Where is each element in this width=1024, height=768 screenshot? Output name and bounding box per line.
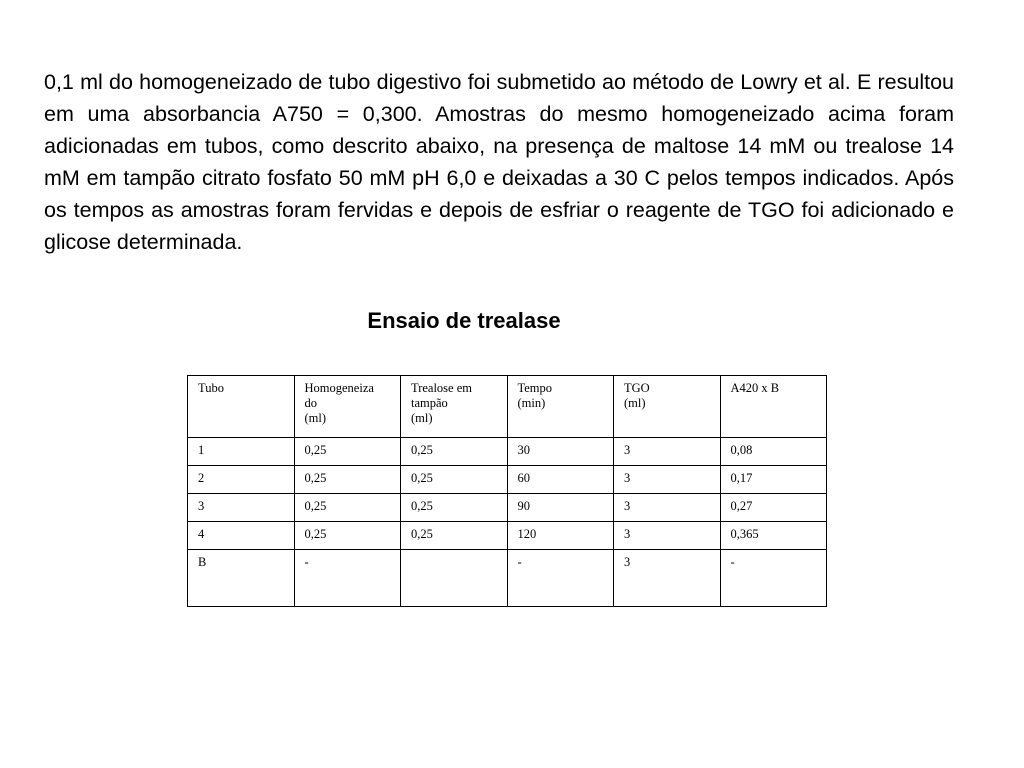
table-cell: 0,08 xyxy=(720,438,827,466)
table-cell: 0,25 xyxy=(401,438,508,466)
table-row xyxy=(188,466,827,494)
table-cell: 3 xyxy=(614,550,721,607)
table-cell: 0,365 xyxy=(720,522,827,550)
table-cell: 120 xyxy=(507,522,614,550)
table-row xyxy=(188,550,827,607)
table-cell: 2 xyxy=(188,466,295,494)
header-homogeneizado: Homogeneiza do (ml) xyxy=(294,376,401,438)
table-cell: 3 xyxy=(614,494,721,522)
header-trealose: Trealose em tampão (ml) xyxy=(401,376,508,438)
table-cell xyxy=(401,550,508,607)
table-cell: 3 xyxy=(614,522,721,550)
table-cell: - xyxy=(720,550,827,607)
table-cell: 0,25 xyxy=(294,466,401,494)
table-row xyxy=(188,438,827,466)
table-cell: 90 xyxy=(507,494,614,522)
table-cell: 60 xyxy=(507,466,614,494)
table-cell: 0,25 xyxy=(401,522,508,550)
table-cell: - xyxy=(507,550,614,607)
table-cell: 0,25 xyxy=(294,438,401,466)
table-cell: 3 xyxy=(614,466,721,494)
table-cell: 4 xyxy=(188,522,295,550)
table-cell: 0,25 xyxy=(401,466,508,494)
header-tgo: TGO (ml) xyxy=(614,376,721,438)
header-a420: A420 x B xyxy=(720,376,827,438)
table-cell: 0,25 xyxy=(294,494,401,522)
table-cell: B xyxy=(188,550,295,607)
table-cell: 0,27 xyxy=(720,494,827,522)
intro-paragraph: 0,1 ml do homogeneizado de tubo digestivo foi submetido ao método de Lowry et al. E resultou em uma absorbancia A750 = 0,300. Amostras do mesmo homogeneizado acima foram adicionadas em tubos, como descrito abaixo, na presença de maltose 14 mM ou trealose 14 mM em tampão citrato fosfato 50 mM pH 6,0 e deixadas a 30 C pelos tempos indicados. Após os tempos as amostras foram fervidas e depois de esfriar o reagente de TGO foi adicionado e glicose determinada. xyxy=(44,70,954,254)
table-cell: - xyxy=(294,550,401,607)
header-tubo: Tubo xyxy=(188,376,295,438)
table-cell: 0,17 xyxy=(720,466,827,494)
table-cell: 0,25 xyxy=(294,522,401,550)
table-header-row xyxy=(188,376,827,438)
table-row xyxy=(188,494,827,522)
table-cell: 30 xyxy=(507,438,614,466)
table-cell: 1 xyxy=(188,438,295,466)
section-title: Ensaio de trealase xyxy=(367,308,561,333)
trealase-table xyxy=(187,375,827,607)
header-tempo: Tempo (min) xyxy=(507,376,614,438)
table-cell: 3 xyxy=(188,494,295,522)
table-cell: 3 xyxy=(614,438,721,466)
table-row xyxy=(188,522,827,550)
table-cell: 0,25 xyxy=(401,494,508,522)
